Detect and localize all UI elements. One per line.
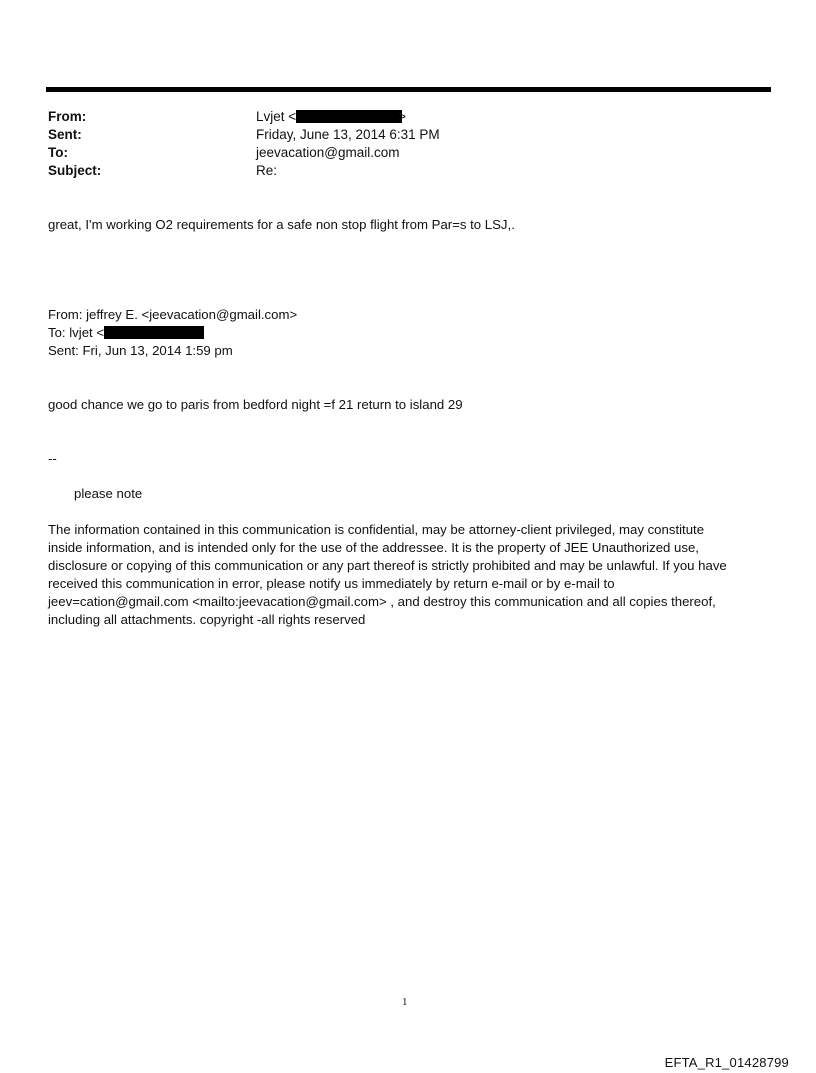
legal-line: received this communication in error, please notify us immediately by return e-mail or by e-mail to	[48, 576, 615, 591]
header-sent-row	[48, 126, 768, 144]
sent-value: Friday, June 13, 2014 6:31 PM	[256, 127, 440, 142]
quoted-message: good chance we go to paris from bedford night =f 21 return to island 29	[48, 397, 463, 412]
legal-line: including all attachments. copyright -all rights reserved	[48, 612, 366, 627]
reply-text: great, I'm working O2 requirements for a safe non stop flight from Par=s to LSJ,.	[48, 217, 515, 232]
quoted-from: From: jeffrey E. <jeevacation@gmail.com>	[48, 307, 298, 322]
from-value-tail: >	[398, 109, 407, 124]
please-note: please note	[74, 486, 143, 501]
legal-line: jeev=cation@gmail.com <mailto:jeevacation@gmail.com> , and destroy this communication and all copies thereof,	[48, 594, 716, 609]
from-value: Lvjet <	[256, 109, 297, 124]
quoted-to-row	[48, 324, 204, 342]
header-from-row	[48, 108, 768, 126]
header-subject-row	[48, 162, 768, 180]
quoted-to: To: lvjet <	[48, 325, 105, 340]
legal-line: inside information, and is intended only for the use of the addressee. It is the property of JEE Unauthorized use,	[48, 540, 699, 555]
legal-line: disclosure or copying of this communication or any part thereof is strictly prohibited and may be unlawful. If you have	[48, 558, 727, 573]
from-label: From:	[48, 109, 87, 124]
header-to-row	[48, 144, 768, 162]
sent-label: Sent:	[48, 127, 82, 142]
quoted-sent: Sent: Fri, Jun 13, 2014 1:59 pm	[48, 343, 233, 358]
signature-separator: --	[48, 451, 57, 466]
legal-disclaimer	[48, 521, 768, 629]
legal-line: The information contained in this communication is confidential, may be attorney-client privileged, may constitute	[48, 522, 705, 537]
to-label: To:	[48, 145, 68, 160]
redaction-box	[104, 326, 204, 339]
redaction-box	[296, 110, 402, 123]
page-number: 1	[402, 996, 408, 1008]
to-value: jeevacation@gmail.com	[256, 145, 400, 160]
subject-label: Subject:	[48, 163, 102, 178]
header-divider	[46, 87, 771, 92]
subject-value: Re:	[256, 163, 278, 178]
document-id: EFTA_R1_01428799	[664, 1055, 789, 1070]
